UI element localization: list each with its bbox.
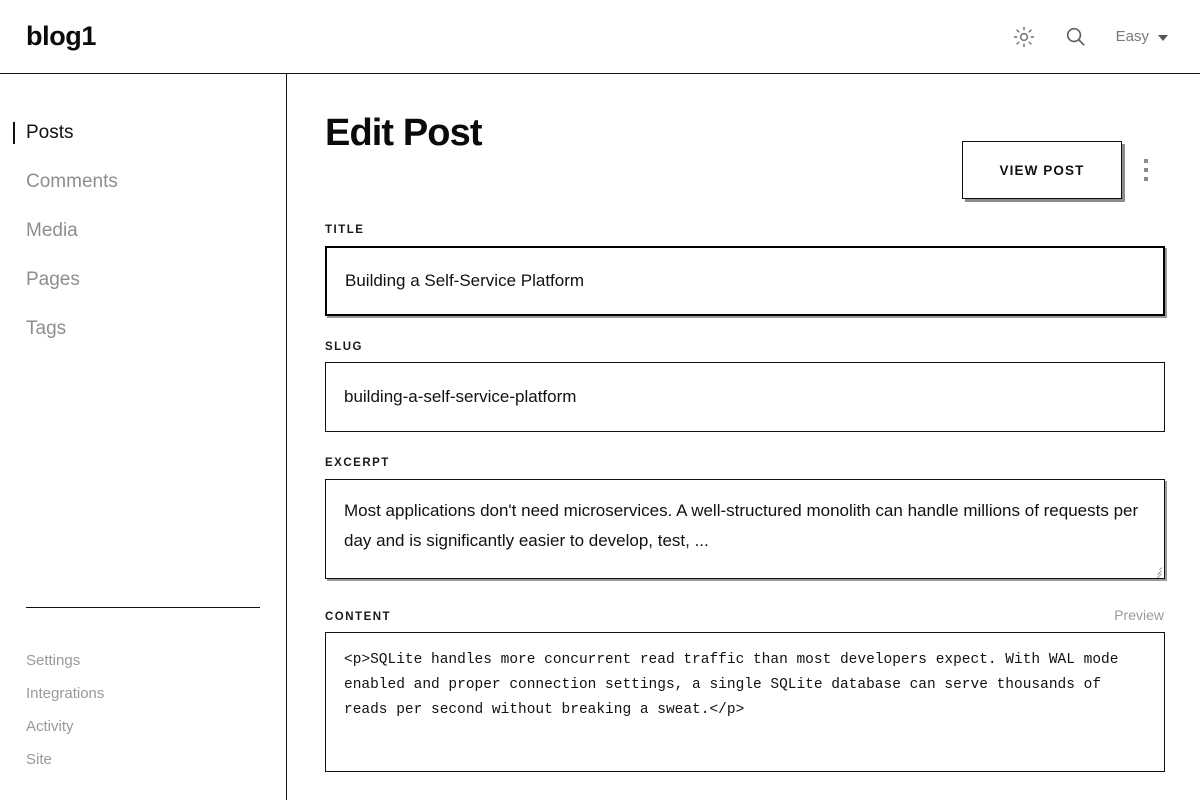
- kebab-dot: [1144, 159, 1148, 163]
- sidebar-item-integrations[interactable]: [0, 677, 287, 710]
- sidebar-item-pages[interactable]: [0, 255, 286, 304]
- chevron-down-icon: [1158, 35, 1168, 41]
- resize-handle-icon[interactable]: [1150, 564, 1162, 576]
- kebab-dot: [1144, 177, 1148, 181]
- sidebar-item-label: Site: [26, 751, 52, 768]
- page-title: Edit Post: [325, 112, 482, 154]
- title-label: TITLE: [325, 224, 365, 236]
- slug-field-group: [325, 342, 1164, 433]
- slug-label: SLUG: [325, 340, 363, 353]
- content-label: CONTENT: [325, 610, 392, 623]
- sidebar-item-label: Posts: [26, 122, 74, 143]
- sidebar-item-label: Comments: [26, 171, 118, 192]
- excerpt-value: Most applications don't need microservices. A well-structured monolith can handle millions of requests per day and is significantly easier to develop, test, ...: [344, 500, 1139, 550]
- sidebar-item-settings[interactable]: [0, 644, 287, 677]
- sidebar-item-label: Media: [26, 220, 78, 241]
- sidebar-item-label: Settings: [26, 652, 81, 669]
- title-input[interactable]: [325, 246, 1165, 316]
- sidebar-item-label: Tags: [26, 318, 67, 339]
- sidebar-item-label: Activity: [26, 718, 74, 735]
- view-post-button[interactable]: VIEW POST: [962, 141, 1122, 199]
- excerpt-field-group: [325, 458, 1164, 579]
- active-indicator: [13, 122, 15, 144]
- excerpt-textarea[interactable]: [325, 479, 1165, 579]
- header-actions: [998, 13, 1178, 61]
- sidebar-item-posts[interactable]: [0, 108, 286, 157]
- kebab-dot: [1144, 168, 1148, 172]
- mode-dropdown-label: Easy: [1115, 28, 1149, 45]
- sidebar-item-label: Integrations: [26, 685, 105, 702]
- sidebar-item-comments[interactable]: [0, 157, 286, 206]
- sidebar: [0, 74, 287, 800]
- search-button[interactable]: [1050, 13, 1102, 61]
- mode-dropdown[interactable]: [1102, 23, 1178, 50]
- sidebar-item-activity[interactable]: [0, 710, 287, 743]
- slug-label-row: [325, 342, 1164, 354]
- content-label-row: [325, 608, 1164, 624]
- sidebar-primary-nav: [0, 108, 286, 353]
- content-field-group: [325, 608, 1164, 773]
- sun-icon: [1013, 26, 1035, 48]
- sidebar-divider: [26, 607, 260, 608]
- page-header-actions: [962, 141, 1164, 199]
- search-icon: [1064, 25, 1087, 48]
- brand-title: blog1: [26, 21, 96, 51]
- top-header: [0, 0, 1200, 74]
- title-label-row: [325, 225, 1164, 237]
- slug-input[interactable]: [325, 362, 1165, 432]
- brightness-toggle-button[interactable]: [998, 13, 1050, 61]
- excerpt-label: EXCERPT: [325, 457, 390, 469]
- content-textarea[interactable]: <p>SQLite handles more concurrent read traffic than most developers expect. With WAL mode enabled and proper connection settings, a single SQLite database can serve thousands of reads per second without breaking a sweat.</p>: [325, 632, 1165, 772]
- title-field-group: [325, 225, 1164, 316]
- sidebar-item-tags[interactable]: [0, 304, 286, 353]
- content-preview-link[interactable]: Preview: [1114, 606, 1164, 623]
- more-vertical-icon[interactable]: [1128, 141, 1164, 199]
- sidebar-item-site[interactable]: [0, 743, 287, 776]
- excerpt-label-row: [325, 458, 1164, 470]
- sidebar-item-label: Pages: [26, 269, 80, 290]
- page-header: [325, 74, 1164, 199]
- main-content: [288, 74, 1200, 800]
- sidebar-item-media[interactable]: [0, 206, 286, 255]
- sidebar-secondary-nav: [0, 644, 287, 776]
